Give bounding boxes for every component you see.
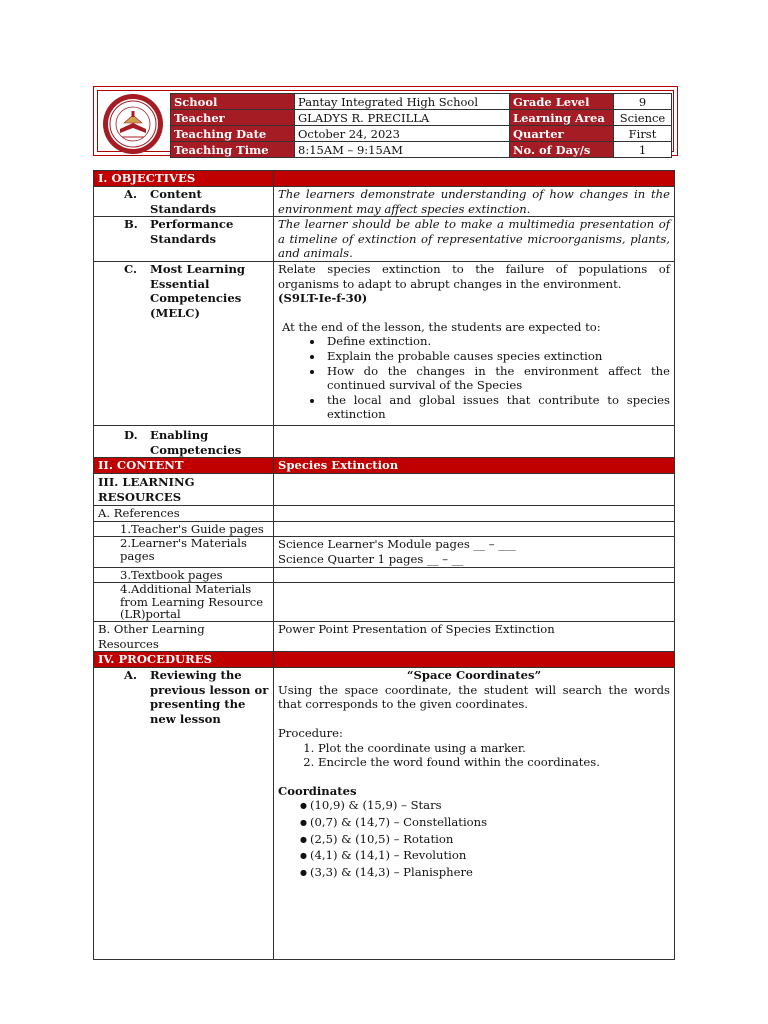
learning-resources-heading: III. LEARNING RESOURCES — [94, 474, 274, 506]
teachers-guide-label: 1.Teacher's Guide pages — [94, 521, 274, 537]
textbook-row — [94, 567, 675, 583]
school-seal-logo — [102, 93, 164, 155]
content-standards-row: A. Content Standards The learners demonstrate understanding of how changes in the environment may affect species extinction. — [94, 187, 675, 217]
header-value: First — [614, 126, 672, 142]
school-header-box — [93, 86, 678, 156]
header-row — [171, 142, 672, 158]
header-label: No. of Day/s — [510, 142, 614, 158]
list-item: • the local and global issues that contribute to species extinction — [324, 393, 670, 422]
learners-materials-row — [94, 537, 675, 567]
school-header-inner-border — [97, 90, 674, 157]
reviewing-label: Reviewing the previous lesson or presenting the new lesson — [150, 668, 269, 726]
header-value: October 24, 2023 — [295, 126, 510, 142]
other-resources-value: Power Point Presentation of Species Extinction — [274, 622, 675, 652]
objectives-heading-row — [94, 171, 675, 187]
procedure-label: Procedure: — [278, 726, 343, 740]
enabling-competencies-label: Enabling Competencies — [150, 427, 242, 457]
content-value: Species Extinction — [274, 458, 675, 474]
list-item: • Explain the probable causes species extinction — [324, 349, 670, 364]
objectives-heading: I. OBJECTIVES — [94, 171, 274, 187]
teachers-guide-row — [94, 521, 675, 537]
header-label: Teaching Time — [171, 142, 295, 158]
procedure-steps — [278, 741, 670, 770]
header-label: Grade Level — [510, 94, 614, 110]
content-standards-label: Content Standards — [150, 187, 217, 216]
header-row — [171, 126, 672, 142]
header-row — [171, 110, 672, 126]
header-label: Learning Area — [510, 110, 614, 126]
performance-standards-text: The learner should be able to make a multimedia presentation of a timeline of extinction of representative microorganisms, plants, and animals. — [274, 217, 675, 262]
header-label: School — [171, 94, 295, 110]
other-resources-row — [94, 622, 675, 652]
textbook-label: 3.Textbook pages — [94, 567, 274, 583]
additional-materials-row — [94, 583, 675, 622]
header-value: 1 — [614, 142, 672, 158]
performance-standards-row: B. Performance Standards The learner should be able to make a multimedia presentation of a timeline of extinction of representative microorganisms, plants, and animals. — [94, 217, 675, 262]
content-heading: II. CONTENT — [94, 458, 274, 474]
references-row — [94, 506, 675, 522]
header-label: Teacher — [171, 110, 295, 126]
learning-resources-row — [94, 474, 675, 506]
references-label: A. References — [94, 506, 274, 522]
activity-title: “Space Coordinates” — [406, 668, 542, 683]
procedures-heading: IV. PROCEDURES — [94, 652, 274, 668]
header-label: Quarter — [510, 126, 614, 142]
header-row — [171, 94, 672, 110]
enabling-competencies-row: D. Enabling Competencies — [94, 425, 675, 457]
list-item: ● (0,7) & (14,7) – Constellations — [300, 815, 670, 832]
performance-standards-label: Performance Standards — [150, 217, 234, 246]
melc-intro: At the end of the lesson, the students are expected to: — [282, 319, 601, 334]
header-value: GLADYS R. PRECILLA — [295, 110, 510, 126]
list-item: ● (10,9) & (15,9) – Stars — [300, 798, 670, 815]
reviewing-row: A. Reviewing the previous lesson or presenting the new lesson “Space Coordinates” Using the space coordinate, the student will search the words that corresponds to the given coordinates. Procedure: 1. Plot the coordinate using a marker. 2. Encircle the word found within the coordinates. Coordinates ● (10,9) & (15,9) – Stars ● (0,7) & (14,7) – Constellations ● (2,5) & (10,5) – Rotation ● (4,1) & (14,1) – Revolution ● (3,3) & (14,3) – Planisphere — [94, 668, 675, 960]
melc-code: (S9LT-Ie-f-30) — [278, 291, 368, 306]
list-item: 2. Encircle the word found within the coordinates. — [318, 755, 670, 770]
coordinates-list — [278, 798, 670, 881]
melc-objectives-list — [278, 334, 670, 422]
list-item: • How do the changes in the environment affect the continued survival of the Species — [324, 364, 670, 393]
coordinates-label: Coordinates — [278, 783, 357, 798]
list-item: ● (2,5) & (10,5) – Rotation — [300, 832, 670, 849]
other-resources-label: B. Other Learning Resources — [94, 622, 274, 652]
content-heading-row — [94, 458, 675, 474]
additional-materials-label: 4.Additional Materials from Learning Resource (LR)portal — [94, 583, 274, 622]
list-item: ● (3,3) & (14,3) – Planisphere — [300, 865, 670, 882]
list-item: ● (4,1) & (14,1) – Revolution — [300, 848, 670, 865]
melc-text: Relate species extinction to the failure of populations of organisms to adapt to abrupt changes in the environment. — [278, 261, 670, 291]
header-label: Teaching Date — [171, 126, 295, 142]
header-value: Science — [614, 110, 672, 126]
learners-materials-label: 2.Learner's Materials pages — [94, 537, 274, 567]
list-item: • Define extinction. — [324, 334, 670, 349]
procedures-heading-row — [94, 652, 675, 668]
content-standards-text: The learners demonstrate understanding of how changes in the environment may affect species extinction. — [274, 187, 675, 217]
learners-module-pages: Science Learner's Module pages __ – ___ — [278, 537, 516, 552]
melc-label: Most Learning Essential Competencies (MELC) — [150, 261, 246, 320]
header-value: 8:15AM – 9:15AM — [295, 142, 510, 158]
science-quarter-pages: Science Quarter 1 pages __ – __ — [278, 552, 464, 567]
header-value: Pantay Integrated High School — [295, 94, 510, 110]
list-item: 1. Plot the coordinate using a marker. — [318, 741, 670, 756]
header-value: 9 — [614, 94, 672, 110]
activity-text: Using the space coordinate, the student will search the words that corresponds to the given coordinates. — [278, 682, 670, 712]
melc-row: C. Most Learning Essential Competencies (MELC) Relate species extinction to the failure of populations of organisms to adapt to abrupt changes in the environment. (S9LT-Ie-f-30) At the end of the lesson, the students are expected to: • Define extinction. • Explain the probable causes species extinction • How do the changes in the environment affect the continued survival of the Species • the local and global issues that contribute to species extinction — [94, 261, 675, 425]
school-info-table — [170, 93, 672, 158]
lesson-plan-table — [93, 170, 675, 960]
